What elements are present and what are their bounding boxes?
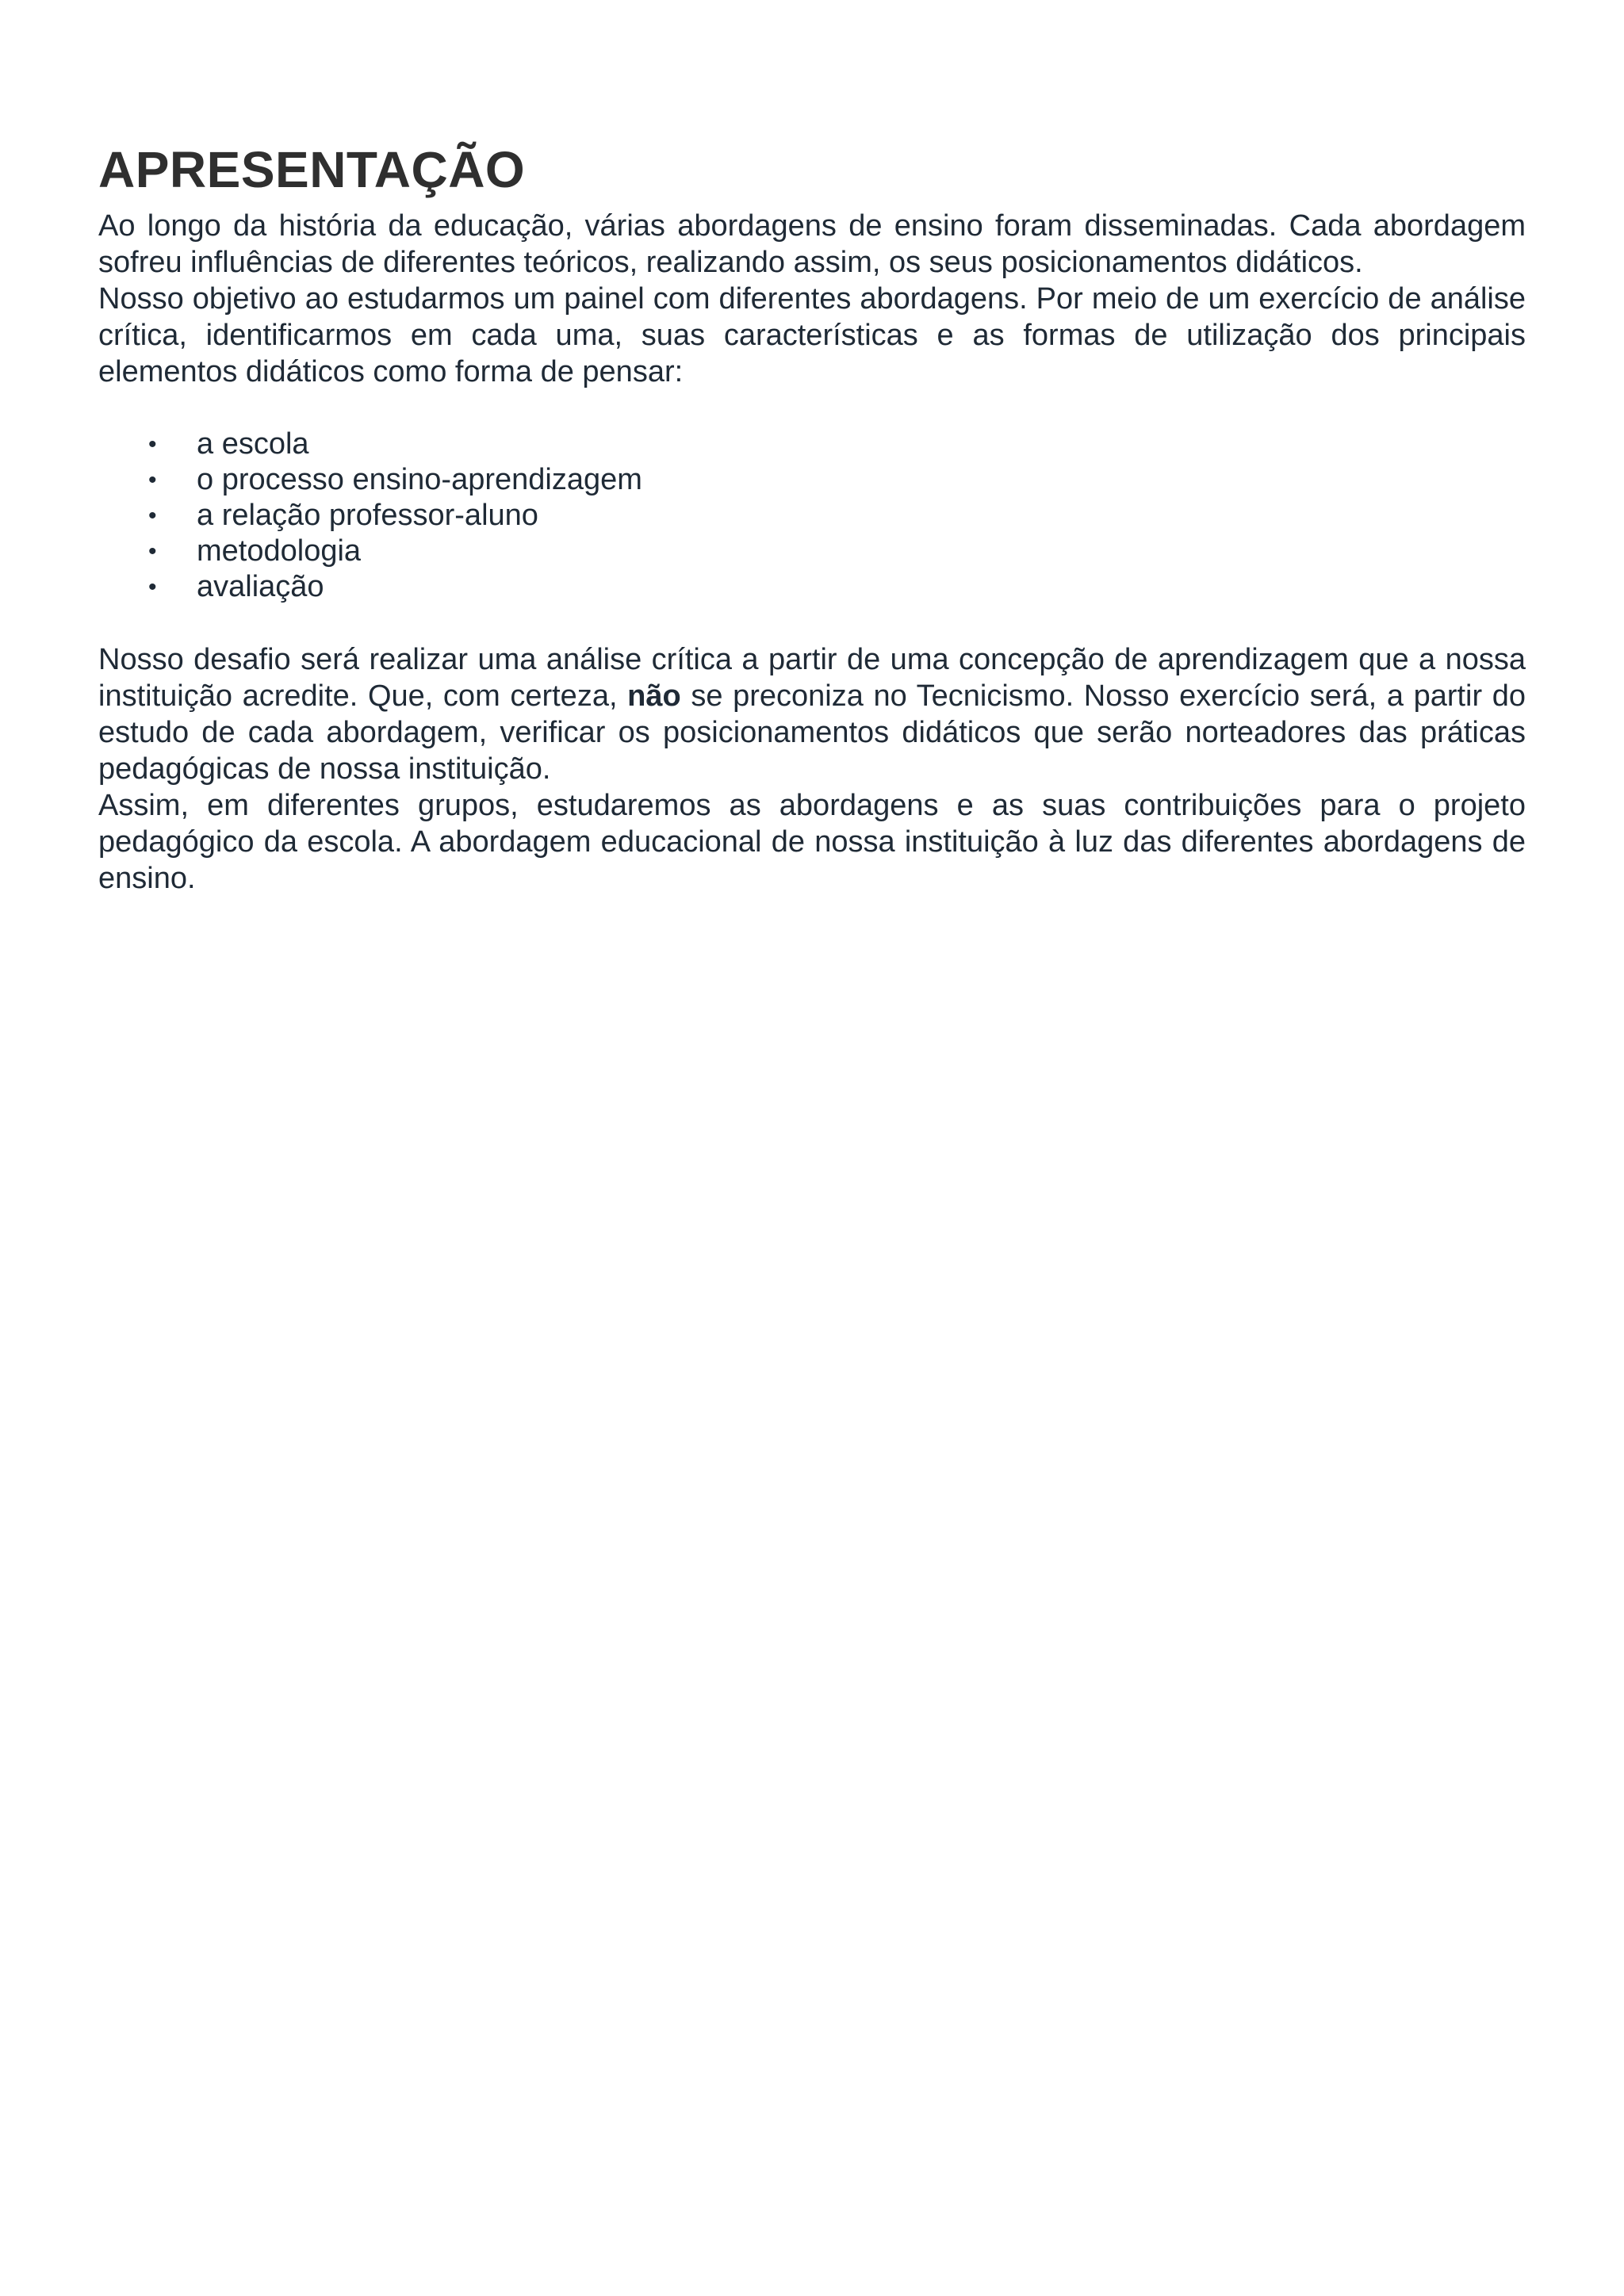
topic-label: a escola bbox=[197, 427, 309, 461]
list-item bbox=[98, 534, 1526, 569]
list-item bbox=[98, 427, 1526, 462]
objective-paragraph: Nosso objetivo ao estudarmos um painel com diferentes abordagens. Por meio de um exercício de análise crítica, identificarmos em cada uma, suas características e as formas de utilização dos principais elementos didáticos como forma de pensar: bbox=[98, 282, 1526, 388]
bullet-icon: • bbox=[148, 431, 157, 457]
challenge-text-start: Nosso desafio será realizar uma análise crítica a partir de uma concepção de aprendizagem que a nossa instituição acredite. Que, com certeza, bbox=[98, 643, 1526, 713]
conclusion-paragraph: Assim, em diferentes grupos, estudaremos as abordagens e as suas contribuições para o projeto pedagógico da escola. A abordagem educacional de nossa instituição à luz das diferentes abordagens de ensino. bbox=[98, 789, 1526, 895]
list-item bbox=[98, 569, 1526, 605]
intro-paragraph: Ao longo da história da educação, várias abordagens de ensino foram disseminadas. Cada abordagem sofreu influências de diferentes teóricos, realizando assim, os seus posicionamentos didáticos. bbox=[98, 209, 1526, 279]
bullet-icon: • bbox=[148, 538, 157, 564]
challenge-paragraph bbox=[98, 641, 1526, 787]
bullet-icon: • bbox=[148, 574, 157, 600]
page-title: APRESENTAÇÃO bbox=[98, 141, 526, 198]
topic-label: o processo ensino-aprendizagem bbox=[197, 463, 642, 496]
topic-label: a relação professor-aluno bbox=[197, 499, 538, 532]
topic-list bbox=[98, 427, 1526, 605]
challenge-text-end: se preconiza no Tecnicismo. Nosso exercício será, a partir do estudo de cada abordagem, verificar os posicionamentos didáticos que serão norteadores das práticas pedagógicas de nossa instituição. bbox=[98, 679, 1526, 786]
topic-label: metodologia bbox=[197, 534, 362, 568]
list-item bbox=[98, 462, 1526, 498]
bullet-icon: • bbox=[148, 467, 157, 493]
emphasis-word: não bbox=[627, 679, 681, 713]
topic-label: avaliação bbox=[197, 570, 324, 603]
document-page bbox=[98, 136, 1526, 897]
bullet-icon: • bbox=[148, 503, 157, 529]
list-item bbox=[98, 498, 1526, 534]
